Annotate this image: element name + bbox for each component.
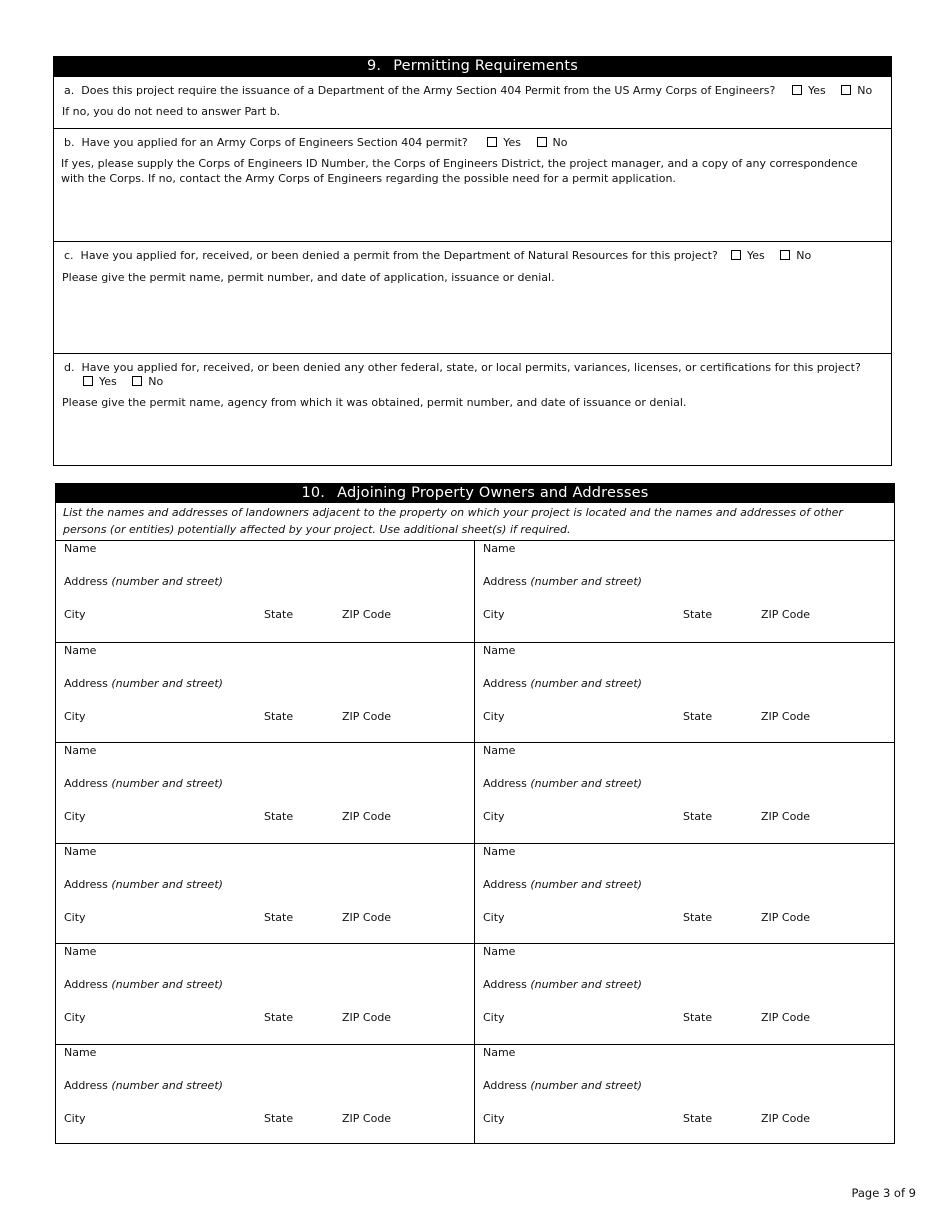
question-c-yes-checkbox[interactable]: [731, 250, 741, 260]
owner-city-label[interactable]: City: [64, 1011, 86, 1024]
question-b-line: [64, 136, 568, 149]
question-a-line: [64, 84, 775, 97]
owner-address-line[interactable]: [483, 575, 642, 588]
owner-address-hint: (number and street): [530, 777, 642, 790]
owner-zip-label[interactable]: ZIP Code: [761, 608, 811, 621]
owner-address-label: Address: [64, 978, 108, 991]
question-d-letter: d.: [64, 361, 75, 374]
owner-state-label[interactable]: State: [683, 608, 713, 621]
owner-address-line[interactable]: [64, 878, 223, 891]
owner-entry-right[interactable]: [475, 1045, 894, 1145]
owner-city-label[interactable]: City: [64, 709, 86, 723]
question-c-letter: c.: [64, 249, 74, 262]
owner-row: [56, 1044, 894, 1145]
section-10-header: [56, 484, 894, 503]
question-b-letter: b.: [64, 136, 75, 149]
question-c-text: Have you applied for, received, or been denied a permit from the Department of Natural Resources for this project?: [80, 249, 718, 262]
owner-city-label[interactable]: City: [64, 910, 86, 924]
owner-address-label: Address: [483, 777, 527, 790]
owner-zip-label[interactable]: ZIP Code: [761, 810, 811, 823]
owner-address-label: Address: [64, 575, 108, 588]
owner-state-label[interactable]: State: [683, 910, 713, 924]
owner-address-line[interactable]: [64, 777, 223, 790]
owner-address-hint: (number and street): [111, 676, 223, 690]
section-9-header: [54, 57, 891, 76]
owner-state-label[interactable]: State: [264, 709, 294, 723]
question-a-options: [792, 84, 872, 97]
owner-address-line[interactable]: [64, 1079, 223, 1092]
owner-zip-label[interactable]: ZIP Code: [342, 810, 392, 823]
question-b-text: Have you applied for an Army Corps of Engineers Section 404 permit?: [81, 136, 468, 149]
owner-zip-label[interactable]: ZIP Code: [342, 608, 392, 621]
owner-address-label: Address: [483, 877, 527, 891]
owner-entry-left[interactable]: [56, 844, 475, 944]
owner-address-line[interactable]: [483, 878, 642, 891]
owner-zip-label[interactable]: ZIP Code: [761, 709, 811, 723]
owner-row: [56, 843, 894, 944]
question-a-yes-label: Yes: [808, 84, 826, 97]
page-number: Page 3 of 9: [851, 1186, 916, 1200]
owner-address-line[interactable]: [483, 677, 642, 690]
owner-state-label[interactable]: State: [683, 709, 713, 723]
owner-name-label[interactable]: Name: [483, 744, 516, 757]
owner-address-hint: (number and street): [111, 575, 223, 588]
owner-city-label[interactable]: City: [483, 1011, 505, 1024]
section-9-number: 9.: [366, 58, 382, 74]
owner-state-label[interactable]: State: [683, 1011, 713, 1024]
owner-zip-label[interactable]: ZIP Code: [342, 1011, 392, 1024]
owner-entry-left[interactable]: [56, 643, 475, 743]
owner-address-line[interactable]: [64, 575, 223, 588]
question-d-text: Have you applied for, received, or been denied any other federal, state, or local permits, variances, licenses, or certifications for this project?: [81, 361, 861, 374]
owner-name-label[interactable]: Name: [483, 844, 516, 858]
owner-name-label[interactable]: Name: [64, 844, 97, 858]
owner-row: [56, 642, 894, 743]
owner-address-label: Address: [483, 676, 527, 690]
owner-row: [56, 742, 894, 843]
owner-address-label: Address: [483, 1078, 527, 1092]
question-c-no-checkbox[interactable]: [780, 250, 790, 260]
owner-zip-label[interactable]: ZIP Code: [342, 709, 392, 723]
owner-address-label: Address: [64, 777, 108, 790]
owner-address-line[interactable]: [483, 777, 642, 790]
owner-address-label: Address: [483, 978, 527, 991]
owner-name-label[interactable]: Name: [64, 542, 97, 555]
question-d: [54, 353, 891, 466]
question-c-yes-label: Yes: [747, 249, 765, 262]
question-b-no-label: No: [552, 136, 568, 149]
owner-city-label[interactable]: City: [483, 709, 505, 723]
owner-zip-label[interactable]: ZIP Code: [342, 910, 392, 924]
question-a-yes-checkbox[interactable]: [792, 85, 802, 95]
owner-name-label[interactable]: Name: [483, 542, 516, 555]
question-d-no-label: No: [148, 375, 164, 388]
owner-city-label[interactable]: City: [64, 608, 86, 621]
owner-address-line[interactable]: [64, 978, 223, 991]
question-b-yes-label: Yes: [503, 136, 522, 149]
owner-name-label[interactable]: Name: [64, 1045, 97, 1059]
question-a-no-option[interactable]: [841, 84, 872, 97]
owner-address-hint: (number and street): [530, 1078, 642, 1092]
section-10-adjoining-owners: [55, 483, 895, 1144]
owner-address-label: Address: [64, 1078, 108, 1092]
owner-entry-right[interactable]: [475, 643, 894, 743]
question-a-note: If no, you do not need to answer Part b.: [62, 105, 281, 118]
question-a-yes-option[interactable]: [792, 84, 826, 97]
owner-name-label[interactable]: Name: [64, 945, 97, 958]
question-b-note: If yes, please supply the Corps of Engineers ID Number, the Corps of Engineers District, the project manager, and a copy of any correspondence with the Corps. If no, contact the Army Corps of Engineers regarding the possible need for a permit application.: [61, 157, 858, 185]
owner-state-label[interactable]: State: [264, 810, 294, 823]
question-c-note: Please give the permit name, permit number, and date of application, issuance or denial.: [62, 271, 555, 284]
question-a-no-checkbox[interactable]: [841, 85, 851, 95]
section-10-title: Adjoining Property Owners and Addresses: [337, 485, 649, 501]
question-a-text: Does this project require the issuance of a Department of the Army Section 404 Permit from the US Army Corps of Engineers?: [81, 84, 776, 97]
owner-state-label[interactable]: State: [264, 1111, 294, 1125]
owner-name-label[interactable]: Name: [64, 744, 97, 757]
question-d-line: [64, 361, 861, 374]
owner-address-label: Address: [64, 676, 108, 690]
owner-entry-left[interactable]: [56, 743, 475, 843]
owner-entry-left[interactable]: [56, 944, 475, 1044]
owner-city-label[interactable]: City: [483, 910, 505, 924]
question-b-no-checkbox[interactable]: [537, 137, 547, 147]
owner-address-grid: [56, 540, 894, 1125]
owner-row: [56, 943, 894, 1044]
owner-city-label[interactable]: City: [64, 810, 86, 823]
owner-entry-left[interactable]: [56, 1045, 475, 1145]
question-b-no-option[interactable]: [537, 136, 568, 149]
owner-city-label[interactable]: City: [483, 608, 505, 621]
owner-name-label[interactable]: Name: [483, 945, 516, 958]
section-10-number: 10.: [301, 485, 326, 501]
question-d-yes-label: Yes: [99, 375, 117, 388]
owner-address-hint: (number and street): [111, 877, 223, 891]
section-9-permitting: [53, 56, 892, 466]
owner-name-label[interactable]: Name: [483, 643, 516, 657]
owner-state-label[interactable]: State: [264, 910, 294, 924]
question-d-options: [83, 375, 163, 388]
owner-zip-label[interactable]: ZIP Code: [761, 910, 811, 924]
owner-address-hint: (number and street): [530, 676, 642, 690]
owner-zip-label[interactable]: ZIP Code: [342, 1111, 392, 1125]
owner-entry-right[interactable]: [475, 844, 894, 944]
question-d-no-option[interactable]: [132, 375, 163, 388]
question-b-yes-checkbox[interactable]: [487, 137, 497, 147]
owner-name-label[interactable]: Name: [483, 1045, 516, 1059]
question-d-note: Please give the permit name, agency from which it was obtained, permit number, and date of issuance or denial.: [62, 396, 687, 409]
owner-name-label[interactable]: Name: [64, 643, 97, 657]
owner-address-line[interactable]: [64, 677, 223, 690]
question-a: [54, 76, 891, 128]
question-c: [54, 241, 891, 354]
question-c-yes-option[interactable]: [731, 249, 765, 262]
owner-state-label[interactable]: State: [264, 608, 294, 621]
owner-address-label: Address: [483, 575, 527, 588]
question-a-no-label: No: [857, 84, 873, 97]
question-b-yes-option[interactable]: [487, 136, 521, 149]
question-c-no-option[interactable]: [780, 249, 811, 262]
question-b: [54, 128, 891, 241]
owner-entry-right[interactable]: [475, 541, 894, 642]
owner-zip-label[interactable]: ZIP Code: [761, 1111, 811, 1125]
owner-city-label[interactable]: City: [483, 810, 505, 823]
owner-address-line[interactable]: [483, 978, 642, 991]
question-c-line: [64, 249, 718, 262]
owner-state-label[interactable]: State: [683, 1111, 713, 1125]
owner-entry-right[interactable]: [475, 743, 894, 843]
owner-address-hint: (number and street): [530, 978, 642, 991]
owner-city-label[interactable]: City: [483, 1111, 505, 1125]
owner-address-hint: (number and street): [111, 978, 223, 991]
question-d-yes-checkbox[interactable]: [83, 376, 93, 386]
owner-state-label[interactable]: State: [683, 810, 713, 823]
owner-address-hint: (number and street): [111, 777, 223, 790]
owner-state-label[interactable]: State: [264, 1011, 294, 1024]
question-c-no-label: No: [796, 249, 812, 262]
owner-entry-left[interactable]: [56, 541, 475, 642]
section-10-instructions: List the names and addresses of landowners adjacent to the property on which your project is located and the names and addresses of other persons (or entities) potentially affected by your project. Use additional sheet(s) if required.: [63, 506, 843, 536]
owner-city-label[interactable]: City: [64, 1111, 86, 1125]
owner-address-line[interactable]: [483, 1079, 642, 1092]
owner-address-hint: (number and street): [111, 1078, 223, 1092]
section-9-title: Permitting Requirements: [393, 58, 579, 74]
owner-address-hint: (number and street): [530, 877, 642, 891]
question-a-letter: a.: [64, 84, 75, 97]
question-c-options: [731, 249, 811, 262]
owner-entry-right[interactable]: [475, 944, 894, 1044]
question-d-no-checkbox[interactable]: [132, 376, 142, 386]
owner-address-hint: (number and street): [530, 575, 642, 588]
question-d-yes-option[interactable]: [83, 375, 117, 388]
owner-row: [56, 541, 894, 642]
owner-zip-label[interactable]: ZIP Code: [761, 1011, 811, 1024]
owner-address-label: Address: [64, 877, 108, 891]
